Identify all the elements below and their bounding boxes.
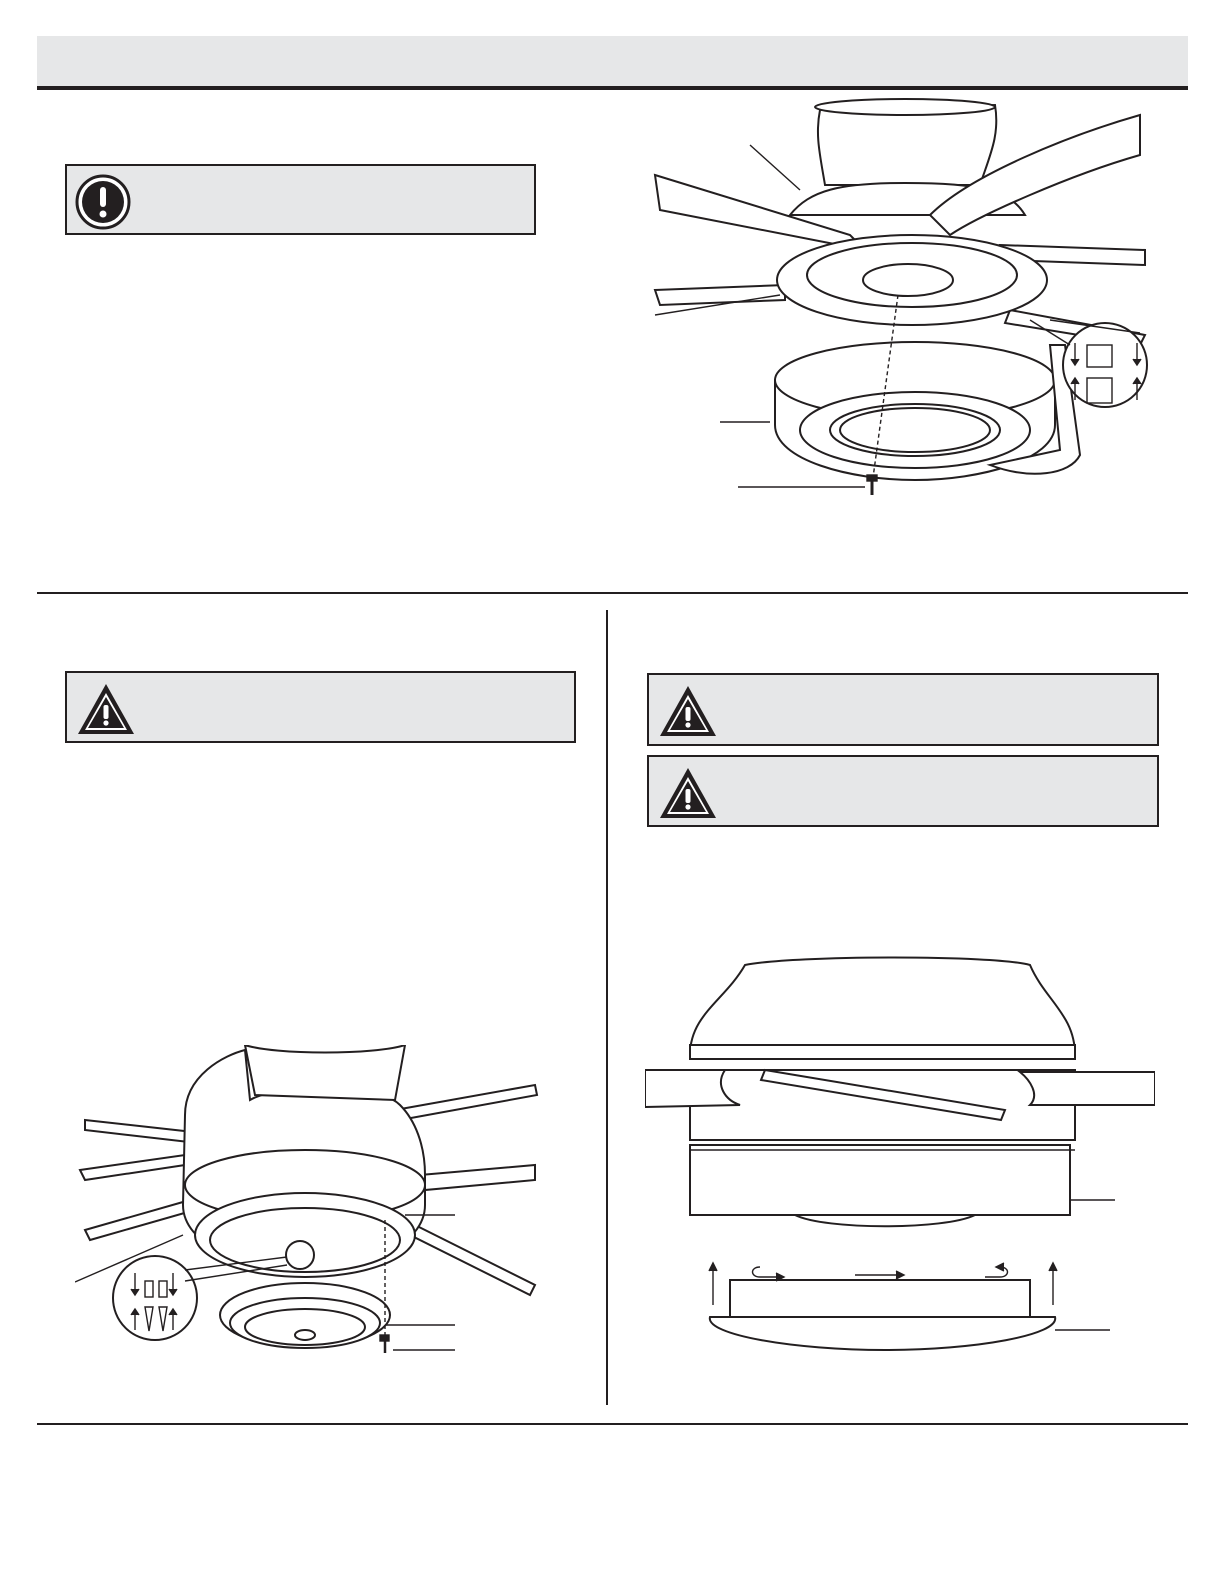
fan-motor-with-switch-cup-diagram bbox=[650, 95, 1150, 515]
warning-callout-right-2 bbox=[647, 755, 1159, 827]
warning-callout-left bbox=[65, 671, 576, 743]
header-rule bbox=[37, 86, 1188, 90]
section-divider-top bbox=[37, 592, 1188, 594]
warning-triangle-icon bbox=[657, 765, 719, 826]
light-shade-installation-diagram bbox=[645, 955, 1155, 1380]
exclamation-circle-icon bbox=[75, 174, 131, 235]
light-kit-wire-connection-diagram bbox=[75, 1045, 545, 1390]
warning-callout-right-1 bbox=[647, 673, 1159, 746]
notice-callout bbox=[65, 164, 536, 235]
warning-triangle-icon bbox=[657, 683, 719, 744]
warning-triangle-icon bbox=[75, 681, 137, 742]
column-divider bbox=[606, 610, 608, 1405]
section-divider-bottom bbox=[37, 1423, 1188, 1425]
header-bar bbox=[37, 36, 1188, 88]
